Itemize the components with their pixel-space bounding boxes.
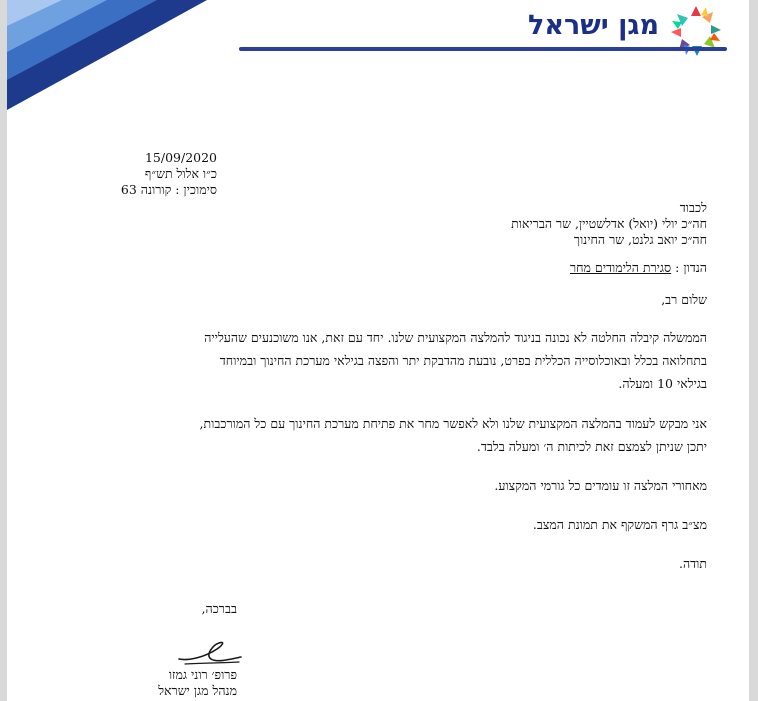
closing-regards: בברכה, xyxy=(201,601,237,616)
greeting: שלום רב, xyxy=(661,292,707,307)
paragraph-4: מצ״ב גרף המשקף את תמונת המצב. xyxy=(532,517,707,532)
paragraph-1 xyxy=(87,326,707,395)
subject-prefix: הנדון : xyxy=(675,260,707,275)
hebrew-date: כ״ו אלול תש״ף xyxy=(144,166,217,181)
paragraph-line: אני מבקש לעמוד בהמלצה המקצועית שלנו ולא לאפשר מחר את פתיחת מערכת החינוך עם כל המורכבות, xyxy=(199,416,707,431)
reference-number: סימוכין : קורונה 63 xyxy=(120,182,217,197)
subject-line xyxy=(87,260,707,276)
paragraph-3: מאחורי המלצה זו עומדים כל גורמי המקצוע. xyxy=(494,478,707,493)
signer-name: פרופ׳ רוני גמזו xyxy=(168,667,237,682)
org-name-logo-text: מגן ישראל xyxy=(528,10,659,41)
paragraph-2 xyxy=(87,412,707,458)
paragraph-line: בתחלואה בכלל ובאוכלוסייה הכללית בפרט, נובעת מהדבקת יתר והפצה בגילאי מערכת החינוך ובמיוחד xyxy=(219,353,707,368)
corner-decoration xyxy=(7,0,207,110)
letter-date: 15/09/2020 xyxy=(144,150,217,165)
letter-meta xyxy=(77,150,217,198)
salutation: לכבוד xyxy=(679,200,707,215)
letter-body xyxy=(87,200,707,575)
recipient-education-minister: חה״כ יואב גלנט, שר החינוך xyxy=(573,232,707,247)
paragraph-line: הממשלה קיבלה החלטה לא נכונה בניגוד להמלצה המקצועית שלנו. יחד עם זאת, אנו משוכנעים שהעלייה xyxy=(204,330,707,345)
subject-title: סגירת הלימודים מחר xyxy=(569,260,672,275)
paragraph-line: בגילאי 10 ומעלה. xyxy=(618,376,707,391)
letter-page xyxy=(7,0,749,701)
recipient-health-minister: חה״כ יולי (יואל) אדלשטיין, שר הבריאות xyxy=(511,216,707,231)
thanks: תודה. xyxy=(679,556,707,571)
paragraph-line: יתכן שניתן לצמצם זאת לכיתות ה׳ ומעלה בלבד. xyxy=(476,439,707,454)
signer-block xyxy=(127,667,237,699)
signer-title: מנהל מגן ישראל xyxy=(158,683,237,698)
signature-icon xyxy=(175,637,245,667)
header-rule xyxy=(239,47,727,51)
